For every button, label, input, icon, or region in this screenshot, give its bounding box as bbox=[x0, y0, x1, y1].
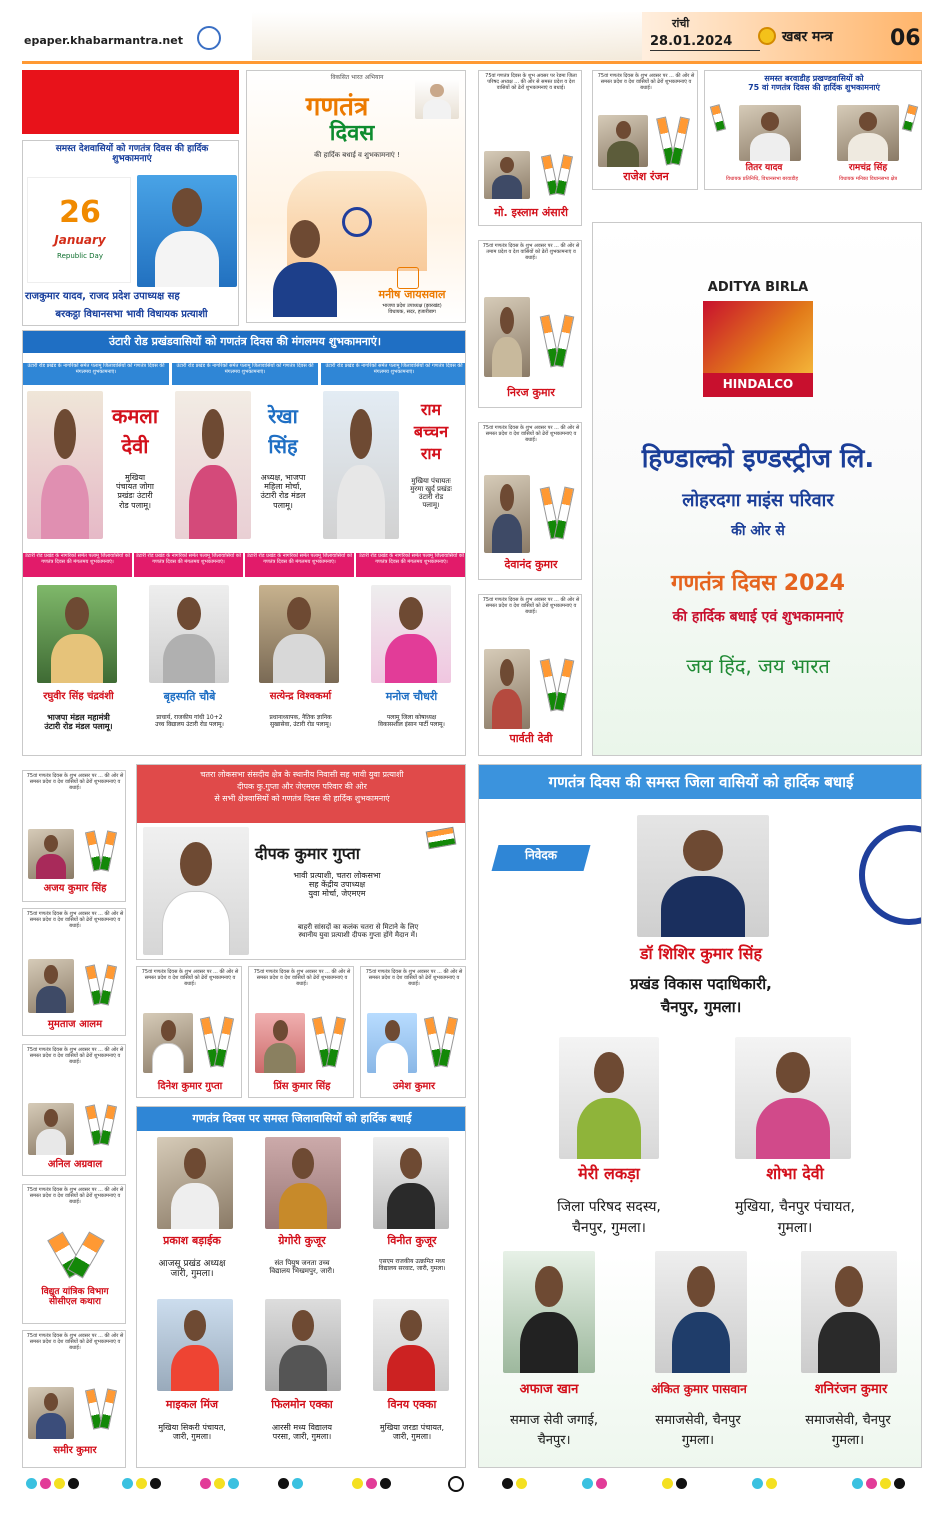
city-label: रांची bbox=[672, 17, 690, 30]
ad-untari-road bbox=[22, 330, 466, 756]
ad-sub-line: बरकट्ठा विधानसभा भावी विधायक प्रत्याशी bbox=[55, 309, 208, 320]
person-name: दिनेश कुमार गुप्ता bbox=[157, 1081, 223, 1092]
michael-photo bbox=[157, 1299, 233, 1391]
person-photo bbox=[28, 829, 74, 879]
person-photo bbox=[143, 1013, 193, 1073]
kamla-name1: कमला bbox=[111, 404, 159, 428]
ankit-desc: समाजसेवी, चैनपुर गुमला। bbox=[655, 1413, 741, 1448]
person-name: मो. इस्लाम अंसारी bbox=[494, 206, 568, 219]
person-photo bbox=[28, 1387, 74, 1439]
chakra-icon bbox=[197, 26, 221, 50]
person-photo bbox=[367, 1013, 417, 1073]
brihaspati-photo bbox=[149, 585, 229, 683]
shishir-photo bbox=[637, 815, 769, 937]
vinay-desc: मुखिया जरडा पंचायत, जारी, गुमला। bbox=[379, 1423, 445, 1442]
shaniranjan-photo bbox=[801, 1251, 897, 1373]
vinay-name: विनय एक्का bbox=[387, 1398, 437, 1411]
person-photo bbox=[598, 115, 648, 167]
manoj-photo bbox=[371, 585, 451, 683]
chainpur-banner: गणतंत्र दिवस की समस्त जिला वासियों को हार्दिक बधाई bbox=[479, 765, 922, 799]
crosshair-icon bbox=[448, 1476, 464, 1492]
mary-desc: जिला परिषद सदस्य, चैनपुर, गुमला। bbox=[557, 1199, 661, 1236]
ad-jari-gumla bbox=[136, 1106, 466, 1468]
crossed-flags-icon bbox=[81, 1387, 121, 1437]
ad-text: 75वां गणतंत्र दिवस के शुभ अवसर पर ... की ओर से समस्त प्रदेश व देश वासियों को ढेरों शुभकामनाएं व बधाई। bbox=[26, 1047, 124, 1065]
ad-rajkumar-yadav bbox=[22, 140, 239, 326]
print-registration-marks bbox=[22, 1476, 922, 1492]
shobha-desc: मुखिया, चैनपुर पंचायत, गुमला। bbox=[735, 1199, 855, 1236]
michael-desc: मुखिया सिकरी पंचायत, जारी, गुमला। bbox=[158, 1423, 226, 1442]
site-url[interactable]: epaper.khabarmantra.net bbox=[24, 34, 183, 47]
ad-text: 75वां गणतंत्र दिवस के शुभ अवसर पर ... की ओर से समस्त प्रदेश व देश वासियों को ढेरों शुभकामनाएं व बधाई। bbox=[141, 969, 239, 987]
ad-name-line: राजकुमार यादव, राजद प्रदेश उपाध्यक्ष सह bbox=[25, 291, 180, 302]
ad-islam-ansari bbox=[478, 70, 582, 226]
ad-greeting: समस्त देशवासियों को गणतंत्र दिवस की हार्दिक शुभकामनाएं bbox=[55, 144, 209, 165]
crossed-flags-icon bbox=[43, 1231, 107, 1281]
crossed-flags-icon bbox=[539, 151, 577, 199]
ad-umesh-kumar bbox=[360, 966, 466, 1098]
person2-desc: विधायक मनिका विधानसभा क्षेत्र bbox=[839, 176, 897, 182]
jari-banner: गणतंत्र दिवस पर समस्त जिलावासियों को हार्दिक बधाई bbox=[137, 1107, 466, 1131]
gregory-photo bbox=[265, 1137, 341, 1229]
from-label: की ओर से bbox=[731, 523, 785, 539]
ad-chainpur-gumla bbox=[478, 764, 922, 1468]
person-photo bbox=[28, 959, 74, 1013]
gregory-desc: संत पियुष जनता उच्च विद्यालय भिखमपुर, जारी। bbox=[269, 1259, 335, 1276]
person-photo bbox=[484, 475, 530, 553]
blurb-3: उंटारी रोड प्रखंड के नागरिकों समेत पलामू जिलावासियों को गणतंत्र दिवस की मंगलमय शुभकामनाएं। bbox=[321, 363, 466, 385]
deepak-footer: बाहरी सांसदों का कलंक चतरा से मिटाने के लिए स्थानीय युवा प्रत्याशी दीपक गुप्ता होंगे मैदान में। bbox=[297, 923, 419, 940]
kamla-name2: देवी bbox=[121, 434, 149, 458]
person2-photo bbox=[837, 105, 899, 161]
rekha-name2: सिंह bbox=[268, 434, 298, 458]
vineet-desc: एसएम राजकीय उत्क्रमित मध्य विद्यालय सरवाट, जारी, गुमला। bbox=[378, 1258, 446, 1272]
rekha-name1: रेखा bbox=[268, 404, 298, 428]
ad-text: 75वां गणतंत्र दिवस के शुभ अवसर पर ... की ओर से समस्त प्रदेश व देश वासियों को ढेरों शुभकामनाएं व बधाई। bbox=[482, 597, 580, 615]
flag-left-icon bbox=[709, 105, 729, 145]
ad-prince-singh bbox=[248, 966, 354, 1098]
filmon-desc: आरसी मध्य विद्यालय परसा, जारी, गुमला। bbox=[271, 1423, 333, 1442]
ad-text: 75वां गणतंत्र दिवस के शुभ अवसर पर ... की ओर से समस्त प्रदेश व देश वासियों को ढेरों शुभकामनाएं व बधाई। bbox=[253, 969, 351, 987]
crossed-flags-icon bbox=[421, 1013, 463, 1073]
afaz-desc: समाज सेवी जगाई, चैनपुर। bbox=[509, 1413, 599, 1448]
kamla-devi-photo bbox=[27, 391, 103, 539]
person-name: अनिल अग्रवाल bbox=[47, 1159, 103, 1170]
ad-text: 75वां गणतंत्र दिवस के शुभ अवसर पर ... की ओर से समस्त प्रदेश व देश वासियों को ढेरों शुभकामनाएं व बधाई। bbox=[482, 425, 580, 443]
person-photo bbox=[484, 649, 530, 729]
ad-text: 75वां गणतंत्र दिवस के शुभ अवसर पर ... की ओर से तमाम प्रदेश व देश वासियों को ढेरों शुभकामनाएं व बधाई। bbox=[482, 243, 580, 261]
person-name: राजेश रंजन bbox=[623, 170, 669, 183]
crossed-flags-icon bbox=[81, 1103, 121, 1153]
ram-name1: राम bbox=[420, 400, 442, 419]
gregory-name: ग्रेगोरी कुजूर bbox=[278, 1234, 326, 1247]
ad-hindalco bbox=[592, 222, 922, 756]
person-name: उमेश कुमार bbox=[392, 1081, 436, 1092]
ad-vidyut-vibhag bbox=[22, 1184, 126, 1324]
person-name: पार्वती देवी bbox=[509, 732, 553, 745]
ram-name2: बच्चन bbox=[413, 422, 449, 441]
satyendra-name: सत्येन्द्र विश्वकर्मा bbox=[269, 691, 332, 702]
ad-anil-agrawal bbox=[22, 1044, 126, 1176]
prakash-desc: आजसू प्रखंड अध्यक्ष जारी, गुमला। bbox=[158, 1259, 226, 1280]
vineet-photo bbox=[373, 1137, 449, 1229]
person-photo bbox=[255, 1013, 305, 1073]
crossed-flags-icon bbox=[81, 829, 121, 879]
event-name: गणतंत्र दिवस 2024 bbox=[670, 571, 845, 596]
ad-niraj-kumar bbox=[478, 240, 582, 408]
shaniranjan-desc: समाजसेवी, चैनपुर गुमला। bbox=[805, 1413, 891, 1448]
leader-photo bbox=[415, 79, 459, 119]
ad-ajay-kumar-singh bbox=[22, 770, 126, 902]
prakash-name: प्रकाश बड़ाईक bbox=[163, 1234, 221, 1247]
ad-text: 75वां गणतंत्र दिवस के शुभ अवसर पर ... की ओर से समस्त प्रदेश व देश वासियों को ढेरों शुभकामनाएं व बधाई। bbox=[26, 911, 124, 929]
ad-text: 75वां गणतंत्र दिवस के शुभ अवसर पर ... की ओर से समस्त प्रदेश व देश वासियों को ढेरों शुभकामनाएं व बधाई। bbox=[26, 1333, 124, 1351]
crossed-flags-icon bbox=[197, 1013, 239, 1073]
manish-photo bbox=[255, 207, 355, 317]
ad-barwadih bbox=[704, 70, 922, 190]
ad-text: 75वां गणतंत्र दिवस के शुभ अवसर पर ... की ओर से समस्त प्रदेश व देश वासियों को ढेरों शुभकामनाएं व बधाई। bbox=[26, 773, 124, 791]
ram-name3: राम bbox=[420, 444, 442, 463]
ad-brand-top: ADITYA BIRLA bbox=[707, 280, 809, 295]
page-header bbox=[22, 12, 922, 64]
aditya-birla-logo bbox=[703, 301, 813, 373]
raghuvir-name: रघुवीर सिंह चंद्रवंशी bbox=[43, 691, 114, 702]
ad-subtitle: की हार्दिक बधाई व शुभकामनाएं ! bbox=[314, 151, 400, 159]
family-name: लोहरदगा माइंस परिवार bbox=[682, 490, 834, 511]
shishir-name: डॉ शिशिर कुमार सिंह bbox=[639, 944, 762, 963]
ad-brand-bottom: HINDALCO bbox=[722, 377, 794, 391]
blurb-7: उंटारी रोड प्रखंड के नागरिकों समेत पलामू जिलावासियों को गणतंत्र दिवस की मंगलमय शुभकामनाएं। bbox=[356, 553, 466, 577]
ram-bachan-ram-photo bbox=[323, 391, 399, 539]
republic-day-badge bbox=[27, 177, 131, 283]
person2-name: रामचंद्र सिंह bbox=[848, 163, 888, 173]
person-photo bbox=[484, 297, 530, 377]
ad-parvati-devi bbox=[478, 594, 582, 756]
ad-text: 75वां गणतंत्र दिवस के शुभ अवसर पर रेडमा जिला परिषद अध्यक्ष ... की ओर से समस्त प्रदेश व देश वासियों को ढेरों शुभकामनाएं व बधाई। bbox=[485, 73, 577, 91]
ad-deepak-gupta bbox=[136, 764, 466, 960]
person-name: मुमताज आलम bbox=[47, 1019, 103, 1030]
vinay-photo bbox=[373, 1299, 449, 1391]
ad-devanand-kumar bbox=[478, 422, 582, 580]
afaz-photo bbox=[503, 1251, 595, 1373]
shaniranjan-name: शनिरंजन कुमार bbox=[814, 1382, 888, 1397]
shobha-name: शोभा देवी bbox=[766, 1164, 824, 1183]
brihaspati-name: बृहस्पति चौबे bbox=[163, 690, 216, 703]
crossed-flags-icon bbox=[309, 1013, 351, 1073]
ad-mumtaz-alam bbox=[22, 908, 126, 1036]
rekha-singh-photo bbox=[175, 391, 251, 539]
rekha-desc: अध्यक्ष, भाजपा महिला मोर्चा, उंटारी रोड मंडल पलामू। bbox=[260, 473, 306, 510]
afaz-name: अफाज खान bbox=[519, 1382, 579, 1397]
ad-dinesh-gupta bbox=[136, 966, 242, 1098]
portrait-photo bbox=[137, 175, 237, 287]
deepak-intro: चतरा लोकसभा संसदीय क्षेत्र के स्थानीय निवासी सह भावी युवा प्रत्याशी दीपक कु.गुप्ता और जेएमएम परिवार की ओर से सभी क्षेत्रवासियों को गणतंत्र दिवस की हार्दिक शुभकामनाएं bbox=[200, 770, 404, 803]
title-diwas: दिवस bbox=[329, 121, 375, 146]
person1-photo bbox=[739, 105, 801, 161]
vineet-name: विनीत कुजूर bbox=[387, 1234, 437, 1247]
ankit-name: अंकित कुमार पासवान bbox=[651, 1382, 747, 1396]
ad-manish-jaiswal bbox=[246, 70, 466, 323]
person-photo bbox=[484, 151, 530, 199]
manoj-desc: पलामू जिला कोषाध्यक्ष विकासशील इंसान पार्टी पलामू। bbox=[378, 714, 445, 728]
brand-name: खबर मन्त्र bbox=[782, 29, 833, 45]
blurb-2: उंटारी रोड प्रखंड के नागरिकों समेत पलामू जिलावासियों को गणतंत्र दिवस की मंगलमय शुभकामनाएं। bbox=[172, 363, 318, 385]
manish-name: मनीष जायसवाल bbox=[378, 288, 446, 301]
person-photo bbox=[28, 1103, 74, 1155]
freedom-fighters-illustration bbox=[252, 12, 642, 60]
blurb-4: उंटारी रोड प्रखंड के नागरिकों समेत पलामू जिलावासियों को गणतंत्र दिवस की मंगलमय शुभकामनाएं। bbox=[23, 553, 132, 577]
crossed-flags-icon bbox=[539, 655, 577, 715]
page-number: 06 bbox=[890, 26, 921, 51]
person1-name: तितर यादव bbox=[745, 163, 783, 173]
satyendra-photo bbox=[259, 585, 339, 683]
person-name: समीर कुमार bbox=[53, 1445, 97, 1456]
person-name: प्रिंस कुमार सिंह bbox=[273, 1081, 331, 1092]
untari-banner: उंटारी रोड प्रखंडवासियों को गणतंत्र दिवस की मंगलमय शुभकामनाएं। bbox=[23, 331, 466, 353]
campaign-label: विकसित भारत अभियान bbox=[330, 74, 384, 81]
ad-greeting: समस्त बरवाडीह प्रखण्डवासियों को 75 वां गणतंत्र दिवस की हार्दिक शुभकामनाएं bbox=[748, 74, 880, 93]
ankit-photo bbox=[655, 1251, 747, 1373]
person-name: विद्युत यांत्रिक विभाग सीसीएल कथारा bbox=[41, 1287, 109, 1308]
wish-line: की हार्दिक बधाई एवं शुभकामनाएं bbox=[672, 609, 844, 625]
shobha-photo bbox=[735, 1037, 851, 1159]
crossed-flags-icon bbox=[539, 311, 577, 371]
person1-desc: विधायक प्रतिनिधि, विधानसभा बरवाडीह bbox=[726, 176, 798, 182]
ad-text: 75वां गणतंत्र दिवस के शुभ अवसर पर ... की ओर से समस्त प्रदेश व देश वासियों को ढेरों शुभकामनाएं व बधाई। bbox=[365, 969, 463, 987]
deepak-photo bbox=[143, 827, 249, 955]
brihaspati-desc: प्राचार्य, राजकीय गांधी 10+2 उच्च विद्यालय उंटारी रोड पलामू। bbox=[155, 714, 224, 728]
person-name: निरज कुमार bbox=[507, 386, 555, 399]
date-label: 28.01.2024 bbox=[650, 34, 733, 49]
prakash-photo bbox=[157, 1137, 233, 1229]
crossed-flags-icon bbox=[81, 963, 121, 1013]
title-gantantra: गणतंत्र bbox=[305, 92, 369, 122]
ad-rajesh-ranjan bbox=[592, 70, 698, 190]
shishir-desc: प्रखंड विकास पदाधिकारी, चैनपुर, गुमला। bbox=[630, 975, 772, 1016]
person-name: अजय कुमार सिंह bbox=[43, 883, 107, 894]
party-logo-icon bbox=[397, 267, 419, 289]
deepak-name: दीपक कुमार गुप्ता bbox=[255, 844, 360, 863]
badge-number: 26 bbox=[59, 195, 101, 230]
filmon-name: फिलमोन एक्का bbox=[271, 1398, 333, 1411]
person-name: देवानंद कुमार bbox=[504, 558, 558, 571]
deepak-desc: भावी प्रत्याशी, चतरा लोकसभा सह केंद्रीय उपाध्यक्ष युवा मोर्चा, जेएमएम bbox=[293, 871, 381, 899]
crossed-flags-icon bbox=[653, 115, 695, 167]
satyendra-desc: प्रधानाध्यापक, नैतिक ज्ञानिक सुखासेवा, उंटारी रोड पलामू। bbox=[269, 714, 332, 728]
red-ad-block bbox=[22, 70, 239, 134]
blurb-1: उंटारी रोड प्रखंड के नागरिकों समेत पलामू जिलावासियों को गणतंत्र दिवस की मंगलमय शुभकामनाएं। bbox=[23, 363, 169, 385]
badge-month: January bbox=[54, 233, 106, 247]
company-name: हिण्डाल्को इण्डस्ट्रीज लि. bbox=[641, 444, 875, 474]
crossed-flags-icon bbox=[539, 483, 577, 543]
mary-name: मेरी लकड़ा bbox=[578, 1164, 640, 1183]
brand-logo-icon bbox=[758, 27, 776, 45]
header-rule bbox=[650, 50, 760, 51]
badge-sub: Republic Day bbox=[57, 252, 103, 260]
filmon-photo bbox=[265, 1299, 341, 1391]
raghuvir-desc: भाजपा मंडल महामंत्री उंटारी रोड मंडल पलामू। bbox=[44, 713, 113, 732]
nivedak-label: निवेदक bbox=[524, 848, 558, 862]
ad-sameer-kumar bbox=[22, 1330, 126, 1468]
michael-name: माइकल मिंज bbox=[165, 1398, 219, 1411]
kamla-desc: मुखिया पंचायत जोगा प्रखंडः उंटारी रोड पलामू। bbox=[115, 473, 155, 510]
manoj-name: मनोज चौधरी bbox=[385, 690, 438, 703]
ad-text: 75वां गणतंत्र दिवस के शुभ अवसर पर ... की ओर से समस्त प्रदेश व देश वासियों को ढेरों शुभकामनाएं व बधाई। bbox=[26, 1187, 124, 1205]
slogan: जय हिंद, जय भारत bbox=[686, 654, 830, 678]
mary-photo bbox=[559, 1037, 659, 1159]
ram-desc: मुखिया पंचायतः मुरमा खुर्द प्रखंडः उंटारी रोड पलामू। bbox=[410, 477, 452, 510]
flag-right-icon bbox=[901, 105, 921, 145]
blurb-5: उंटारी रोड प्रखंड के नागरिकों समेत पलामू जिलावासियों को गणतंत्र दिवस की मंगलमय शुभकामनाएं। bbox=[134, 553, 243, 577]
ashoka-chakra-icon bbox=[859, 825, 922, 925]
blurb-6: उंटारी रोड प्रखंड के नागरिकों समेत पलामू जिलावासियों को गणतंत्र दिवस की मंगलमय शुभकामनाएं। bbox=[245, 553, 354, 577]
manish-desc: भाजपा प्रदेश उपाध्यक्ष (झारखंड) विधायक, सदर, हजारीबाग bbox=[382, 303, 442, 315]
ad-text: 75वां गणतंत्र दिवस के शुभ अवसर पर ... की ओर से समस्त प्रदेश व देश वासियों को ढेरों शुभकामनाएं व बधाई। bbox=[597, 73, 695, 91]
raghuvir-photo bbox=[37, 585, 117, 683]
